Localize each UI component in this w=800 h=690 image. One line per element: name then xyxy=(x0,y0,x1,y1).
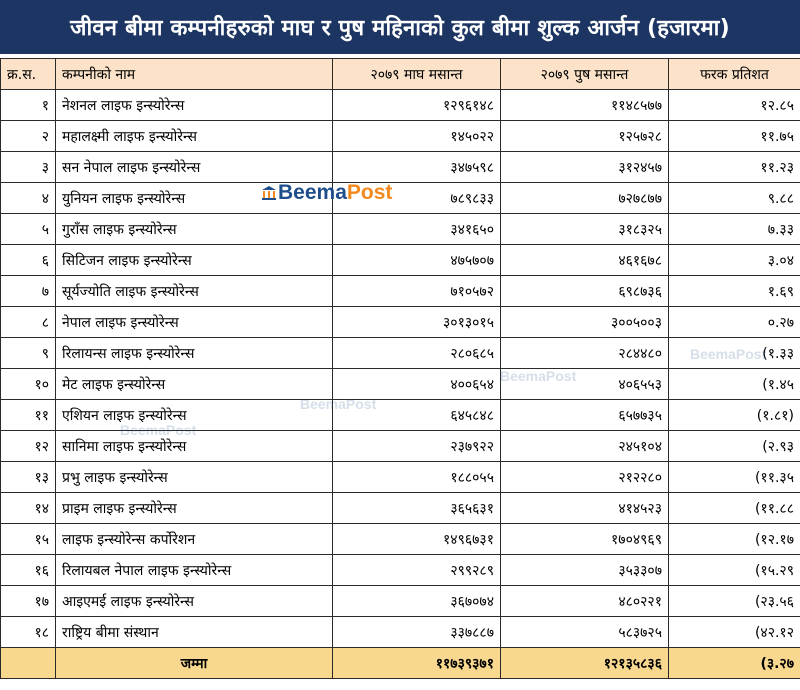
row-sn: १० xyxy=(1,369,56,400)
row-magh: ३०१३०१५ xyxy=(333,307,501,338)
row-sn: ५ xyxy=(1,214,56,245)
row-diff: (४२.१२ xyxy=(669,617,800,648)
header-magh: २०७९ माघ मसान्त xyxy=(333,59,501,90)
row-push: १७०४९६९ xyxy=(501,524,669,555)
table-row xyxy=(1,121,800,152)
row-push: २१२२८० xyxy=(501,462,669,493)
page-title: जीवन बीमा कम्पनीहरुको माघ र पुष महिनाको कुल बीमा शुल्क आर्जन (हजारमा) xyxy=(0,0,800,54)
row-sn: ८ xyxy=(1,307,56,338)
row-company-name: मेट लाइफ इन्स्योरेन्स xyxy=(56,369,333,400)
faint-watermark-4: BeemaPost xyxy=(690,346,767,362)
row-magh: २८०६८५ xyxy=(333,338,501,369)
row-magh: २९९२८९ xyxy=(333,555,501,586)
row-magh: ३४७५९८ xyxy=(333,152,501,183)
row-magh: ३६७०७४ xyxy=(333,586,501,617)
row-sn: ९ xyxy=(1,338,56,369)
total-row xyxy=(1,648,800,679)
watermark-beema: Beema xyxy=(278,181,347,204)
row-sn: १६ xyxy=(1,555,56,586)
table-row xyxy=(1,617,800,648)
row-diff: ११.२३ xyxy=(669,152,800,183)
row-company-name: नेशनल लाइफ इन्स्योरेन्स xyxy=(56,90,333,121)
row-diff: (१५.२९ xyxy=(669,555,800,586)
row-company-name: सिटिजन लाइफ इन्स्योरेन्स xyxy=(56,245,333,276)
table-row xyxy=(1,338,800,369)
row-diff: ११.७५ xyxy=(669,121,800,152)
table-row xyxy=(1,493,800,524)
row-magh: ६४५८४८ xyxy=(333,400,501,431)
table-row xyxy=(1,369,800,400)
row-sn: १८ xyxy=(1,617,56,648)
table-row xyxy=(1,90,800,121)
row-company-name: आइएमई लाइफ इन्स्योरेन्स xyxy=(56,586,333,617)
row-magh: ३३७८८७ xyxy=(333,617,501,648)
row-sn: ११ xyxy=(1,400,56,431)
row-company-name: एशियन लाइफ इन्स्योरेन्स xyxy=(56,400,333,431)
watermark-post: Post xyxy=(346,181,393,204)
row-sn: १५ xyxy=(1,524,56,555)
table-header-row xyxy=(1,59,800,90)
row-diff: १.६९ xyxy=(669,276,800,307)
row-company-name: रिलायन्स लाइफ इन्स्योरेन्स xyxy=(56,338,333,369)
row-sn: १२ xyxy=(1,431,56,462)
row-diff: (२३.५६ xyxy=(669,586,800,617)
row-diff: (१.३३ xyxy=(669,338,800,369)
row-push: ७२७८७७ xyxy=(501,183,669,214)
row-diff: ७.३३ xyxy=(669,214,800,245)
row-diff: ०.२७ xyxy=(669,307,800,338)
row-push: ३५३३०७ xyxy=(501,555,669,586)
total-push: १२१३५८३६ xyxy=(501,648,669,679)
row-magh: ७१०५७२ xyxy=(333,276,501,307)
row-company-name: प्राइम लाइफ इन्स्योरेन्स xyxy=(56,493,333,524)
total-sn xyxy=(1,648,56,679)
row-push: ६९८७३६ xyxy=(501,276,669,307)
table-row xyxy=(1,183,800,214)
row-diff: १२.८५ xyxy=(669,90,800,121)
row-sn: ६ xyxy=(1,245,56,276)
row-push: ५८३७२५ xyxy=(501,617,669,648)
row-diff: (१.४५ xyxy=(669,369,800,400)
row-company-name: नेपाल लाइफ इन्स्योरेन्स xyxy=(56,307,333,338)
table-row xyxy=(1,462,800,493)
row-company-name: युनियन लाइफ इन्स्योरेन्स xyxy=(56,183,333,214)
row-push: ४१४५२३ xyxy=(501,493,669,524)
table-row xyxy=(1,214,800,245)
row-push: १२५७२८ xyxy=(501,121,669,152)
table-row xyxy=(1,524,800,555)
table-row xyxy=(1,307,800,338)
total-diff: (३.२७ xyxy=(669,648,800,679)
total-magh: ११७३९३७१ xyxy=(333,648,501,679)
row-magh: २३७९२२ xyxy=(333,431,501,462)
row-sn: ३ xyxy=(1,152,56,183)
row-diff: (२.९३ xyxy=(669,431,800,462)
row-company-name: राष्ट्रिय बीमा संस्थान xyxy=(56,617,333,648)
row-sn: १ xyxy=(1,90,56,121)
row-magh: ४७५७०७ xyxy=(333,245,501,276)
row-sn: १३ xyxy=(1,462,56,493)
row-push: ३१८३२५ xyxy=(501,214,669,245)
row-company-name: महालक्ष्मी लाइफ इन्स्योरेन्स xyxy=(56,121,333,152)
row-push: २८४४८० xyxy=(501,338,669,369)
row-company-name: सूर्यज्योति लाइफ इन्स्योरेन्स xyxy=(56,276,333,307)
row-magh: १४९६७३१ xyxy=(333,524,501,555)
table-row xyxy=(1,152,800,183)
row-sn: २ xyxy=(1,121,56,152)
row-company-name: रिलायबल नेपाल लाइफ इन्स्योरेन्स xyxy=(56,555,333,586)
table-row xyxy=(1,586,800,617)
row-diff: (१२.१७ xyxy=(669,524,800,555)
header-push: २०७९ पुष मसान्त xyxy=(501,59,669,90)
table-row xyxy=(1,276,800,307)
row-diff: ९.८८ xyxy=(669,183,800,214)
total-label: जम्मा xyxy=(56,648,333,679)
row-sn: ७ xyxy=(1,276,56,307)
row-push: ११४८५७७ xyxy=(501,90,669,121)
row-diff: (१.८१) xyxy=(669,400,800,431)
faint-watermark-1: BeemaPost xyxy=(120,422,197,438)
row-push: २४५१०४ xyxy=(501,431,669,462)
row-magh: १८८०५५ xyxy=(333,462,501,493)
row-company-name: सन नेपाल लाइफ इन्स्योरेन्स xyxy=(56,152,333,183)
header-diff: फरक प्रतिशत xyxy=(669,59,800,90)
table-row xyxy=(1,555,800,586)
row-magh: ४००६५४ xyxy=(333,369,501,400)
faint-watermark-2: BeemaPost xyxy=(300,396,377,412)
row-diff: (११.८८ xyxy=(669,493,800,524)
faint-watermark-3: BeemaPost xyxy=(500,368,577,384)
header-sn: क्र.स. xyxy=(1,59,56,90)
row-company-name: लाइफ इन्स्योरेन्स कर्पोरेशन xyxy=(56,524,333,555)
row-push: ३१२४५७ xyxy=(501,152,669,183)
table-row xyxy=(1,400,800,431)
row-magh: ७८९८३३ xyxy=(333,183,501,214)
row-magh: ३४१६५० xyxy=(333,214,501,245)
row-company-name: प्रभु लाइफ इन्स्योरेन्स xyxy=(56,462,333,493)
row-diff: ३.०४ xyxy=(669,245,800,276)
row-company-name: सानिमा लाइफ इन्स्योरेन्स xyxy=(56,431,333,462)
row-sn: १७ xyxy=(1,586,56,617)
row-push: ६५७७३५ xyxy=(501,400,669,431)
row-magh: ३६५६३१ xyxy=(333,493,501,524)
premium-table xyxy=(0,58,800,679)
row-diff: (११.३५ xyxy=(669,462,800,493)
row-magh: १४५०२२ xyxy=(333,121,501,152)
row-push: ४६१६७८ xyxy=(501,245,669,276)
row-company-name: गुराँस लाइफ इन्स्योरेन्स xyxy=(56,214,333,245)
row-push: ३००५००३ xyxy=(501,307,669,338)
row-sn: १४ xyxy=(1,493,56,524)
row-magh: १२९६१४८ xyxy=(333,90,501,121)
row-sn: ४ xyxy=(1,183,56,214)
table-row xyxy=(1,431,800,462)
row-push: ४८०२२१ xyxy=(501,586,669,617)
header-company-name: कम्पनीको नाम xyxy=(56,59,333,90)
row-push: ४०६५५३ xyxy=(501,369,669,400)
table-row xyxy=(1,245,800,276)
